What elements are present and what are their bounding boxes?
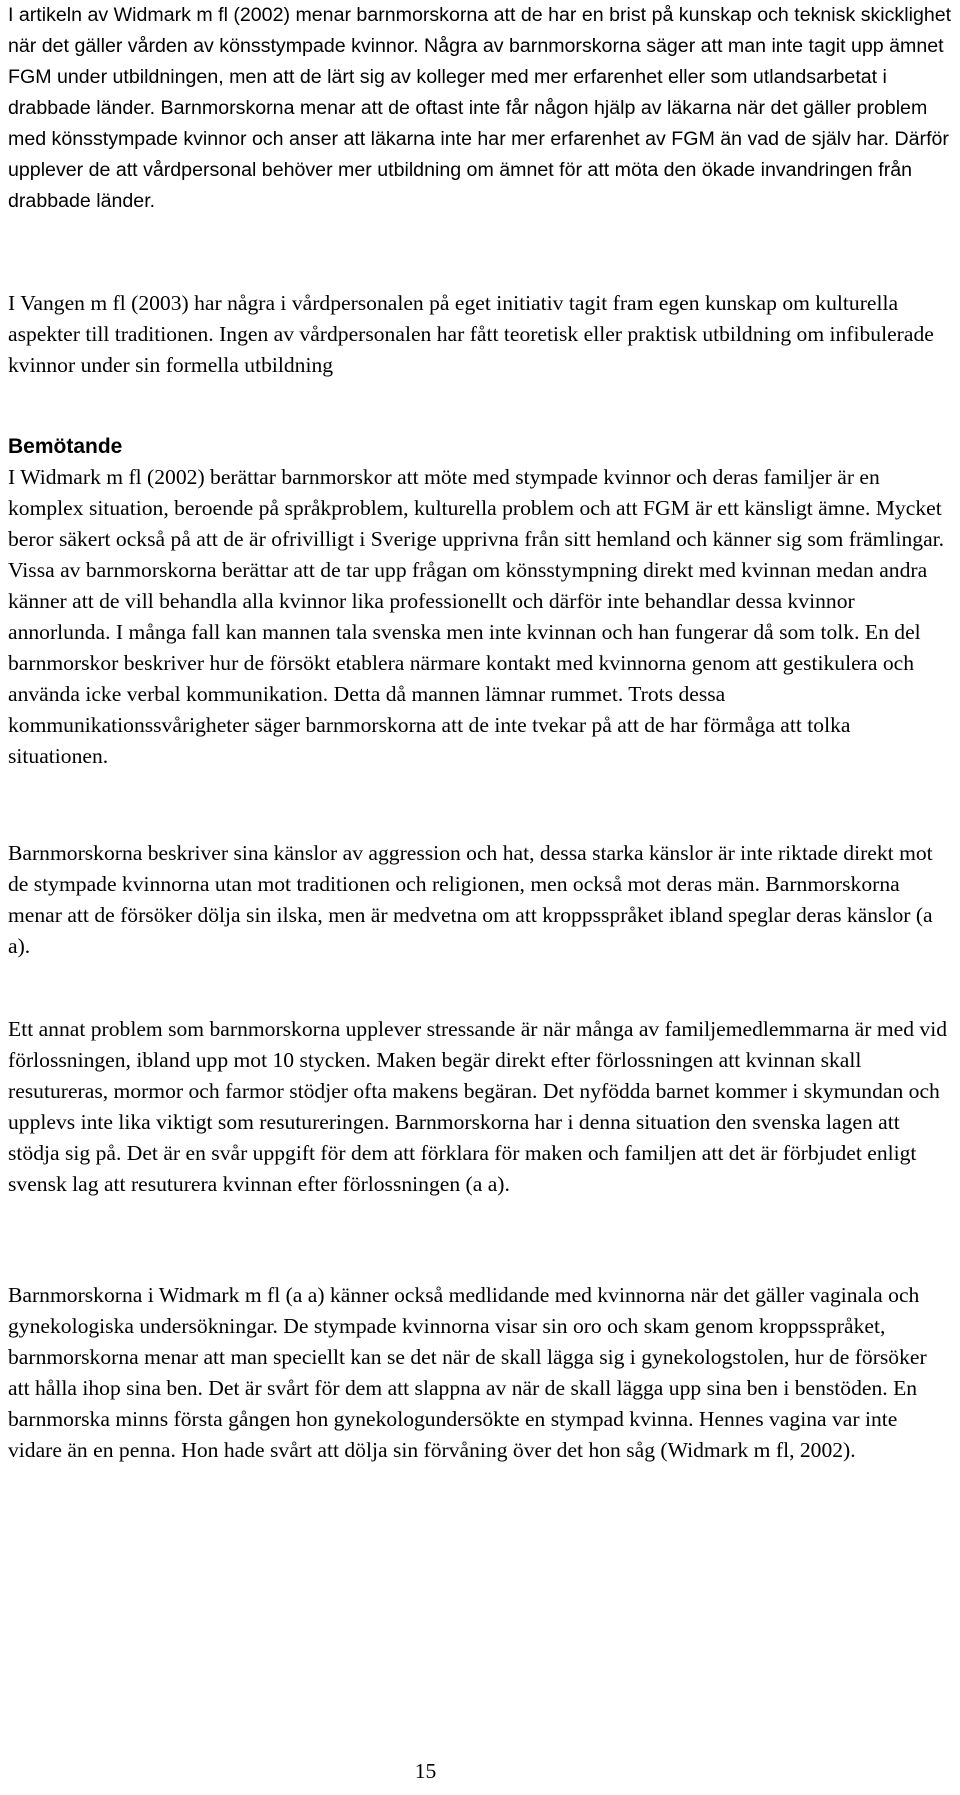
paragraph-4: Barnmorskorna beskriver sina känslor av aggression och hat, dessa starka känslor är inte riktade direkt mot de stympade kvinnorna utan mot traditionen och religionen, men också mot deras män. Barnmorskorna menar att de försöker dölja sin ilska, men är medvetna om att kroppsspråket ibland speglar deras känslor (a a). xyxy=(8,841,933,958)
page-number: 15 xyxy=(414,1759,437,1783)
paragraph-1 xyxy=(8,0,953,217)
paragraph-1-text: I artikeln av Widmark m fl (2002) menar barnmorskorna att de har en brist på kunskap och teknisk skicklighet när det gäller vården av könsstympade kvinnor. Några av barnmorskorna säger att man inte tagit upp ämnet FGM under utbildningen, men att de lärt sig av kolleger med mer erfarenhet eller som utlandsarbetat i drabbade länder. Barnmorskorna menar att de oftast inte får någon hjälp av läkarna när det gäller problem med könsstympade kvinnor och anser att läkarna inte har mer erfarenhet av FGM än vad de själv har. Därför upplever de att vårdpersonal behöver mer utbildning om ämnet för att möta den ökade invandringen från drabbade länder. xyxy=(8,4,952,212)
paragraph-2: I Vangen m fl (2003) har några i vårdpersonalen på eget initiativ tagit fram egen kunskap om kulturella aspekter till traditionen. Ingen av vårdpersonalen har fått teoretisk eller praktisk utbildning om infibulerade kvinnor under sin formella utbildning xyxy=(8,291,934,377)
section-heading: Bemötande xyxy=(8,435,123,458)
paragraph-6: Barnmorskorna i Widmark m fl (a a) känner också medlidande med kvinnorna när det gäller vaginala och gynekologiska undersökningar. De stympade kvinnorna visar sin oro och skam genom kroppsspråket, barnmorskorna menar att man speciellt kan se det när de skall lägga sig i gynekologstolen, hur de försöker att hålla ihop sina ben. Det är svårt för dem att slappna av när de skall lägga upp sina ben i benstöden. En barnmorska minns första gången hon gynekologundersökte en stympad kvinna. Hennes vagina var inte vidare än en penna. Hon hade svårt att dölja sin förvåning över det hon såg (Widmark m fl, 2002). xyxy=(8,1283,927,1462)
paragraph-3: I Widmark m fl (2002) berättar barnmorskor att möte med stympade kvinnor och deras familjer är en komplex situation, beroende på språkproblem, kulturella problem och att FGM är ett känsligt ämne. Mycket beror säkert också på att de är ofrivilligt i Sverige upprivna från sitt hemland och känner sig som främlingar. Vissa av barnmorskorna berättar att de tar upp frågan om könsstympning direkt med kvinnan medan andra känner att de vill behandla alla kvinnor lika professionellt och därför inte behandlar dessa kvinnor annorlunda. I många fall kan mannen tala svenska men inte kvinnan och han fungerar då som tolk. En del barnmorskor beskriver hur de försökt etablera närmare kontakt med kvinnorna genom att gestikulera och använda icke verbal kommunikation. Detta då mannen lämnar rummet. Trots dessa kommunikationssvårigheter säger barnmorskorna att de inte tvekar på att de har förmåga att tolka situationen. xyxy=(8,465,945,768)
paragraph-5: Ett annat problem som barnmorskorna upplever stressande är när många av familjemedlemmarna är med vid förlossningen, ibland upp mot 10 stycken. Maken begär direkt efter förlossningen att kvinnan skall resutureras, mormor och farmor stödjer ofta makens begäran. Det nyfödda barnet kommer i skymundan och upplevs inte lika viktigt som resutureringen. Barnmorskorna har i denna situation den svenska lagen att stödja sig på. Det är en svår uppgift för dem att förklara för maken och familjen att det är förbjudet enligt svensk lag att resuturera kvinnan efter förlossningen (a a). xyxy=(8,1017,948,1196)
